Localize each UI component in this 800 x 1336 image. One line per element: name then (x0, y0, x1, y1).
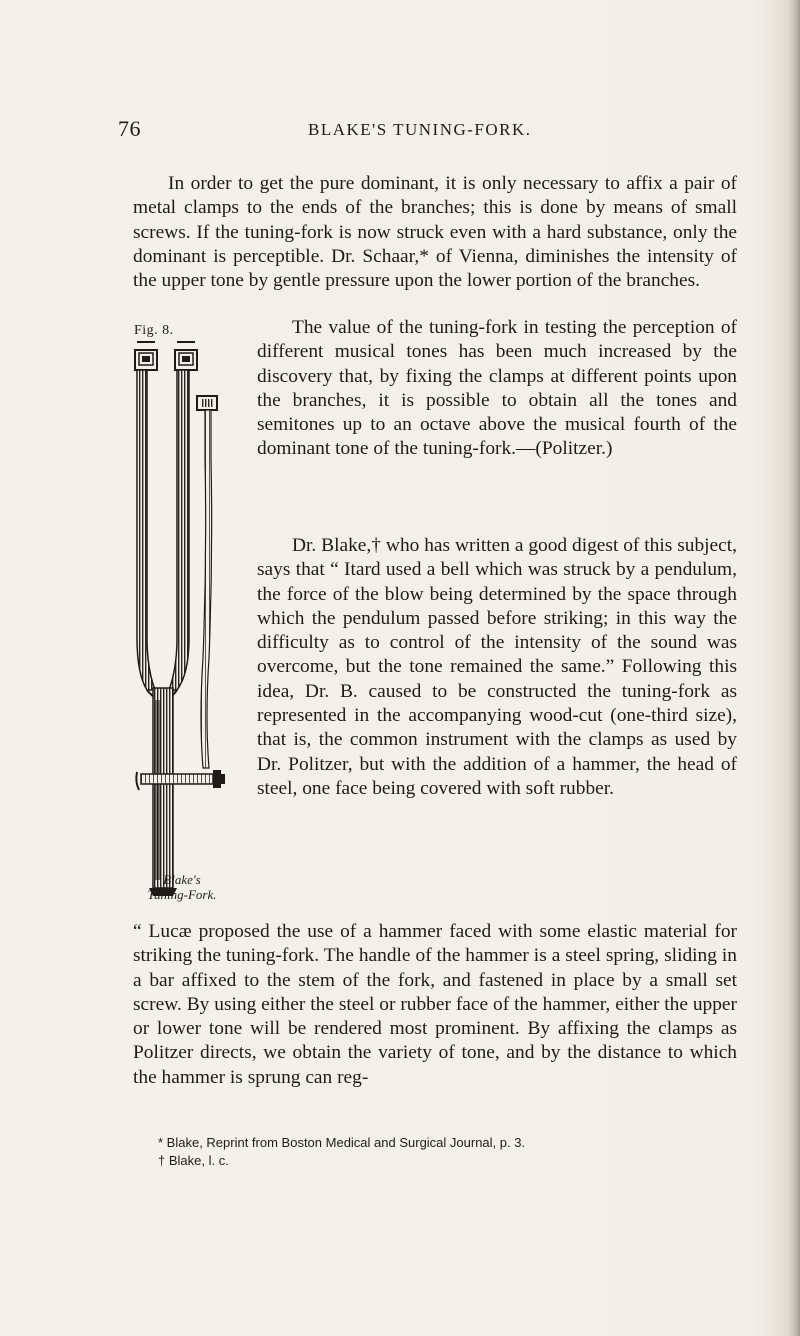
left-prong (137, 370, 155, 690)
page-number: 76 (118, 116, 141, 141)
paragraph-1: In order to get the pure dominant, it is only necessary to affix a pair of metal clamps to the ends of the branches; this is done by means of small screws. If the tuning-fork is now struck even with a hard substance, only the dominant is perceptible. Dr. Schaar,* of Vienna, diminishes the intensity of the upper tone by gentle pressure upon the lower portion of the branches. (133, 173, 737, 292)
tuning-fork-illustration (133, 338, 253, 898)
footnotes (158, 1134, 738, 1170)
right-clamp (175, 342, 197, 370)
paragraph-3: Dr. Blake,† who has written a good digest of this subject, says that “ Itard used a bell which was struck by a pendulum, the force of the blow being determined by the space through which the pendulum passed before striking; in this way the difficulty as to control of the intensity of the sound was overcome, but the tone remained the same.” Following this idea, Dr. B. caused to be constructed the tuning-fork as represented in the accompanying wood-cut (one-third size), that is, the common instrument with the clamps as used by Dr. Politzer, but with the addition of a hammer, the head of steel, one face being covered with soft rubber. (257, 535, 737, 799)
right-prong (169, 370, 189, 690)
hammer-bar (136, 770, 225, 790)
page-edge-shadow (788, 0, 800, 1336)
paragraph-4: “ Lucæ proposed the use of a hammer faced with some elastic material for striking the tuning-fork. The handle of the hammer is a steel spring, sliding in a bar affixed to the stem of the fork, and fastened in place by a small set screw. By using either the steel or rubber face of the hammer, either the upper or lower tone will be rendered most prominent. By affixing the clamps as Politzer directs, we obtain the variety of tone, and by the distance to which the hammer is sprung can reg- (133, 921, 737, 1088)
left-clamp (135, 342, 157, 370)
footnote-star: * Blake, Reprint from Boston Medical and Surgical Journal, p. 3. (158, 1135, 526, 1150)
hammer-head (197, 396, 217, 410)
running-title: BLAKE'S TUNING-FORK. (308, 120, 532, 139)
caption-line-2: Tuning-Fork. (147, 887, 217, 902)
caption-line-1: Blake's (163, 872, 201, 887)
running-head (118, 116, 738, 146)
figure-caption (132, 872, 232, 902)
hammer-spring (201, 410, 212, 768)
footnote-dagger: † Blake, l. c. (158, 1153, 229, 1168)
figure-label: Fig. 8. (134, 323, 174, 338)
paragraph-2: The value of the tuning-fork in testing the perception of different musical tones has been much increased by the discovery that, by fixing the clamps at different points upon the branches, it is possible to obtain all the tones and semitones up to an octave above the musical fourth of the dominant tone of the tuning-fork.—(Politzer.) (257, 317, 737, 460)
